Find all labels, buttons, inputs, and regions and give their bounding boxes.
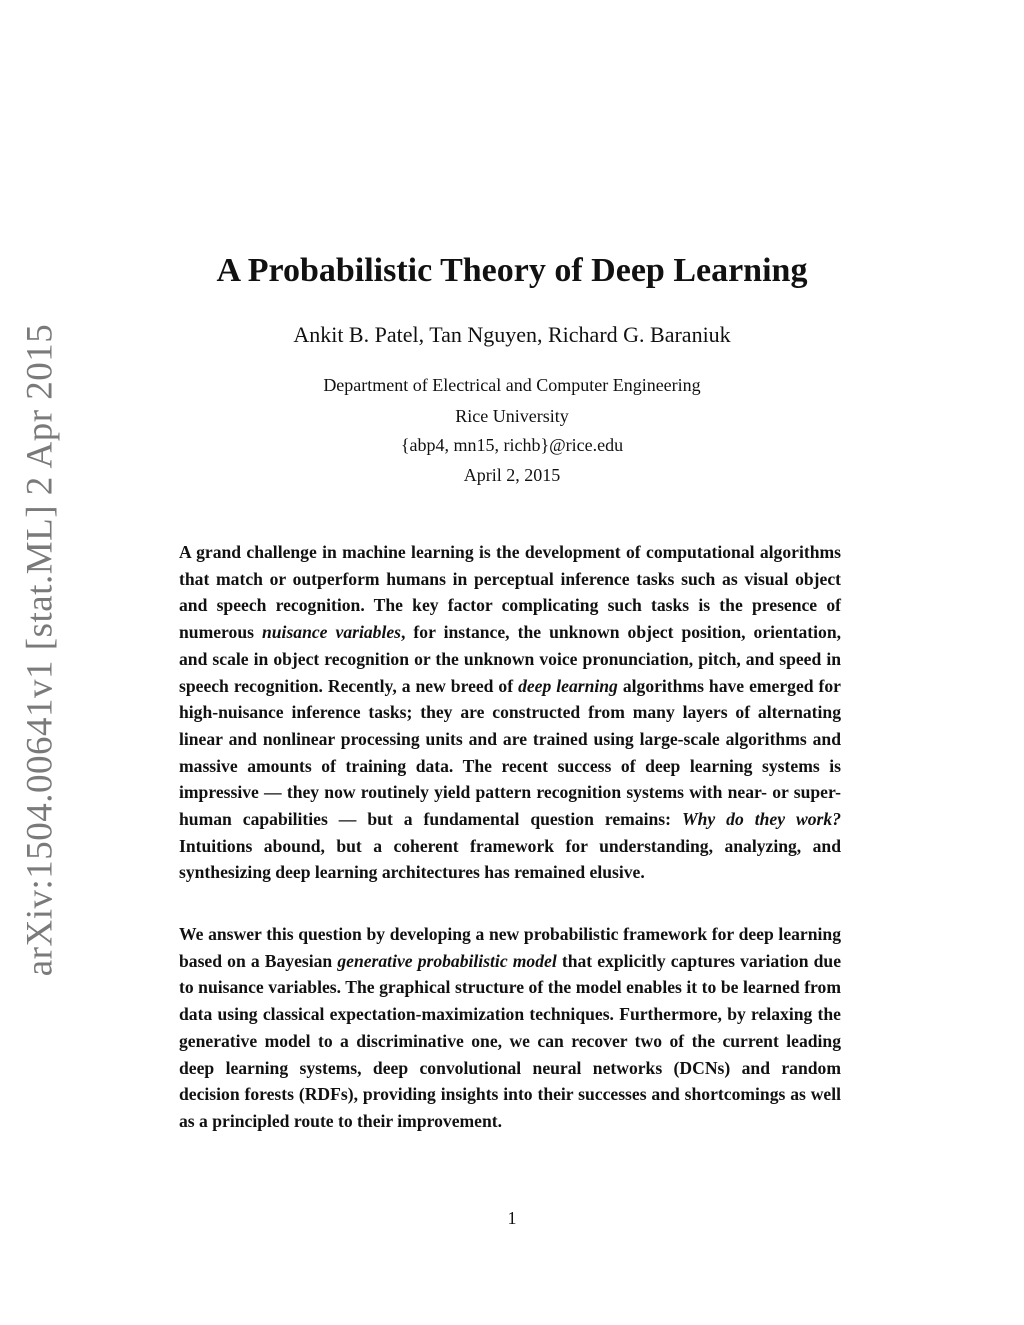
abstract-paragraph-1: [179, 539, 841, 886]
paper-title: A Probabilistic Theory of Deep Learning: [216, 252, 808, 289]
abstract-text: Intuitions abound, but a coherent framework for understanding, analyzing, and synthesizing deep learning architectures has remained elusive.: [179, 835, 841, 883]
abstract-text: algorithms have emerged for high-nuisance inference tasks; they are constructed from many layers of alternating linear and nonlinear processing units and are trained using large-scale algorithms and massive amounts of training data. The recent success of deep learning systems is impressive — they now routinely yield pattern recognition systems with near- or super-human capabilities — but a fundamental question remains:: [179, 675, 841, 830]
author-list: Ankit B. Patel, Tan Nguyen, Richard G. Baraniuk: [293, 322, 731, 347]
abstract-text: that explicitly captures variation due to nuisance variables. The graphical structure of the model enables it to be learned from data using classical expectation-maximization techniques. Furthermore, by relaxing the generative model to a discriminative one, we can recover two of the current leading deep learning systems, deep convolutional neural networks (DCNs) and random decision forests (RDFs), providing insights into their successes and shortcomings as well as a principled route to their improvement.: [179, 950, 842, 1131]
abstract-emphasis: Why do they work?: [681, 809, 841, 830]
abstract-text: , for instance, the unknown object position, orientation, and scale in object recognition or the unknown voice pronunciation, pitch, and speed in speech recognition. Recently, a new breed of: [179, 622, 841, 696]
publication-date: April 2, 2015: [463, 465, 561, 485]
arxiv-identifier: arXiv:1504.00641v1 [stat.ML] 2 Apr 2015: [19, 323, 61, 977]
abstract-emphasis: generative probabilistic model: [337, 950, 557, 971]
department: Department of Electrical and Computer Engineering: [323, 375, 701, 395]
abstract-emphasis: nuisance variables: [261, 622, 401, 643]
abstract-emphasis: deep learning: [518, 675, 618, 696]
page-number: 1: [507, 1208, 517, 1228]
abstract-text: We answer this question by developing a new probabilistic framework for deep learning based on a Bayesian: [179, 924, 841, 971]
university: Rice University: [455, 406, 569, 426]
author-emails: {abp4, mn15, richb}@rice.edu: [400, 435, 624, 455]
abstract-text: A grand challenge in machine learning is the development of computational algorithms that match or outperform humans in perceptual inference tasks such as visual object and speech recognition. The key factor complicating such tasks is the presence of numerous: [179, 542, 841, 643]
abstract-paragraph-2: [179, 921, 841, 1135]
